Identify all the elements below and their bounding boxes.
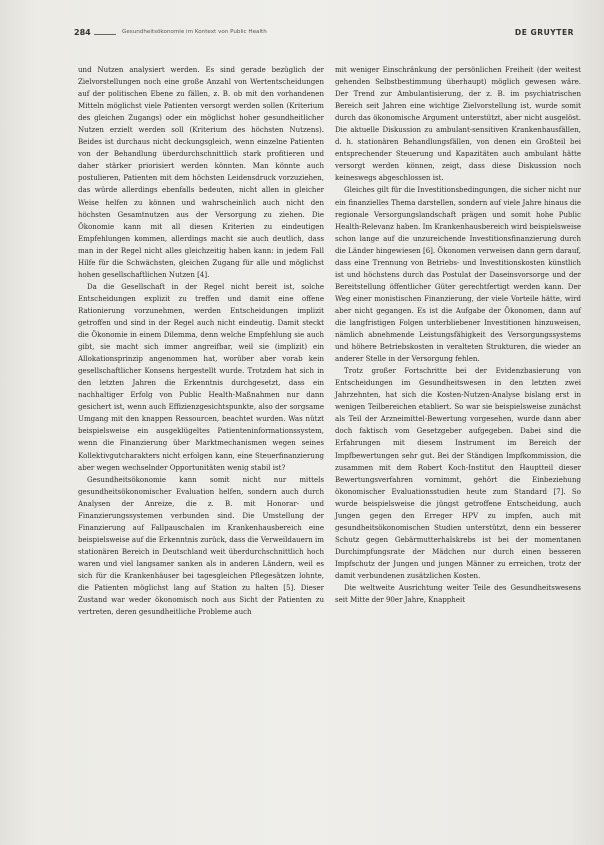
page-number: 284: [74, 28, 91, 37]
paragraph: mit weniger Einschränkung der persönlichen Freiheit (der weitest gehenden Selbstbestimmung überhaupt) möglich gewesen wäre. Der Trend zur Ambulantisierung, der z. B. im psychiatrischen Bereich seit Jahren eine wichtige Zielvorstellung ist, wurde somit durch das ökonomische Argument unterstützt, aber nicht ausgelöst. Die aktuelle Diskussion zu ambulant-sensitiven Krankenhausfällen, d. h. stationären Behandlungsfällen, von denen ein Großteil bei entsprechender Steuerung und Kapazitäten auch ambulant hätte versorgt werden können, zeigt, dass diese Diskussion noch keineswegs abgeschlossen ist.: [335, 65, 581, 183]
header-rule: [94, 34, 116, 35]
paragraph: Die weltweite Ausrichtung weiter Teile des Gesundheitswesens seit Mitte der 90er Jahre, Knappheit: [335, 583, 581, 605]
right-text-column: [335, 64, 581, 606]
left-text-column: [78, 64, 324, 618]
paragraph: Trotz großer Fortschritte bei der Evidenzbasierung von Entscheidungen im Gesundheitswesen in den letzten zwei Jahrzehnten, hat sich die Kosten-Nutzen-Analyse bislang erst in wenigen Teilbereichen etabliert. So war sie beispielsweise zunächst als Teil der Arzneimittel-Bewertung vorgesehen, wurde dann aber doch faktisch vom Gesetzgeber aufgegeben. Dabei sind die Erfahrungen mit diesem Instrument im Bereich der Impfbewertungen sehr gut. Bei der Ständigen Impfkommission, die zusammen mit dem Robert Koch-Institut den Hauptteil dieser Bewertungsverfahren vornimmt, gehört die Einbeziehung ökonomischer Evaluationsstudien heute zum Standard [7]. So wurde beispielsweise die jüngst getroffene Entscheidung, auch Jungen gegen den Erreger HPV zu impfen, auch mit gesundheitsökonomischen Studien unterstützt, denn ein besserer Schutz gegen Gebärmutterhalskrebs ist bei der momentanen Durchimpfungsrate der Mädchen nur durch einen besseren Impfschutz der Jungen und jungen Männer zu erreichen, trotz der damit verbundenen zusätzlichen Kosten.: [335, 366, 581, 580]
paragraph: Da die Gesellschaft in der Regel nicht bereit ist, solche Entscheidungen explizit zu treffen und damit eine offene Rationierung vorzunehmen, werden Entscheidungen implizit getroffen und sind in der Regel auch nicht eindeutig. Damit steckt die Ökonomie in einem Dilemma, denn welche Empfehlung sie auch gibt, sie macht sich immer angreifbar, weil sie (implizit) ein Allokationsprinzip angenommen hat, worüber aber vorab kein gesellschaftlicher Konsens hergestellt wurde. Trotzdem hat sich in den letzten Jahren die Erkenntnis durchgesetzt, dass ein nachhaltiger Erfolg von Public Health-Maßnahmen nur dann gesichert ist, wenn auch Effizienzgesichtspunkte, also der sorgsame Umgang mit den knappen Ressourcen, beachtet wurden. Was nützt beispielsweise ein ausgeklügeltes Patienteninformationssystem, wenn die Finanzierung über Marktmechanismen wegen seines Kollektivgutcharakters nicht erfolgen kann, eine Steuerfinanzierung aber wegen wechselnder Opportunitäten wenig stabil ist?: [78, 281, 324, 472]
publisher-name: DE GRUYTER: [514, 28, 574, 37]
paragraph: Gesundheitsökonomie kann somit nicht nur mittels gesundheitsökonomischer Evaluation helfen, sondern auch durch Analysen der Anreize, die z. B. mit Honorar- und Finanzierungssystemen verbunden sind. Die Umstellung der Finanzierung auf Fallpauschalen im Krankenhausbereich eine beispielsweise auf die Erkenntnis zurück, dass die Verweildauern im stationären Bereich in Deutschland weit überdurchschnittlich hoch waren und viel langsamer sanken als in anderen Ländern, weil es sich für die Krankenhäuser bei tagesgleichen Pflegesätzen lohnte, die Patienten möglichst lang auf Station zu halten [5]. Dieser Zustand war weder ökonomisch noch aus Sicht der Patienten zu vertreten, deren gesundheitliche Probleme auch: [78, 474, 324, 617]
paragraph: und Nutzen analysiert werden. Es sind gerade bezüglich der Zielvorstellungen noch eine große Anzahl von Wertentscheidungen auf der politischen Ebene zu fällen, z. B. ob mit den vorhandenen Mitteln möglichst viele Patienten versorgt werden sollen (Kriterium des gleichen Zugangs) oder ein möglichst hoher gesundheitlicher Nutzen erzielt werden soll (Kriterium des höchsten Nutzens). Beides ist durchaus nicht deckungsgleich, wenn einzelne Patienten von der Behandlung überdurchschnittlich stark profitieren und daher stärker priorisiert werden könnten. Man könnte auch postulieren, Patienten mit dem höchsten Leidensdruck vorzuziehen, das würde allerdings ebenfalls bedeuten, nicht allen in gleicher Weise helfen zu können und wahrscheinlich auch nicht den höchsten Gesamtnutzen aus der Versorgung zu ziehen. Die Ökonomie kann mit all diesen Kriterien zu eindeutigen Empfehlungen kommen, allerdings macht sie auch deutlich, dass man in der Regel nicht alles gleichzeitig haben kann: in jedem Fall Hilfe für die Schwächsten, gleichen Zugang für alle und möglichst hohen gesellschaftlichen Nutzen [4].: [78, 65, 324, 279]
page-header: [74, 28, 574, 42]
running-title: Gesundheitsökonomie im Kontext von Public Health: [122, 29, 267, 35]
paragraph: Gleiches gilt für die Investitionsbedingungen, die sicher nicht nur ein finanzielles Thema darstellen, sondern auf viele Jahre hinaus die regionale Versorgungslandschaft prägen und somit hohe Public Health-Relevanz haben. Im Krankenhausbereich wird beispielsweise schon lange auf die unzureichende Investitionsfinanzierung durch die Länder hingewiesen [6]. Ökonomen verweisen dann gern darauf, dass eine Trennung von Betriebs- und Investitionskosten künstlich ist und höchstens durch das Postulat der Daseinsvorsorge und der Bereitstellung öffentlicher Güter gerechtfertigt werden kann. Der Weg einer monistischen Finanzierung, der viele Vorteile hätte, wird aber nicht gegangen. Es ist die Aufgabe der Ökonomen, dann auf die langfristigen Folgen unterbliebener Investitionen hinzuweisen, nämlich abnehmende Leistungsfähigkeit des Versorgungssystems und höhere Betriebskosten in veralteten Strukturen, die wieder an anderer Stelle in der Versorgung fehlen.: [335, 185, 581, 364]
